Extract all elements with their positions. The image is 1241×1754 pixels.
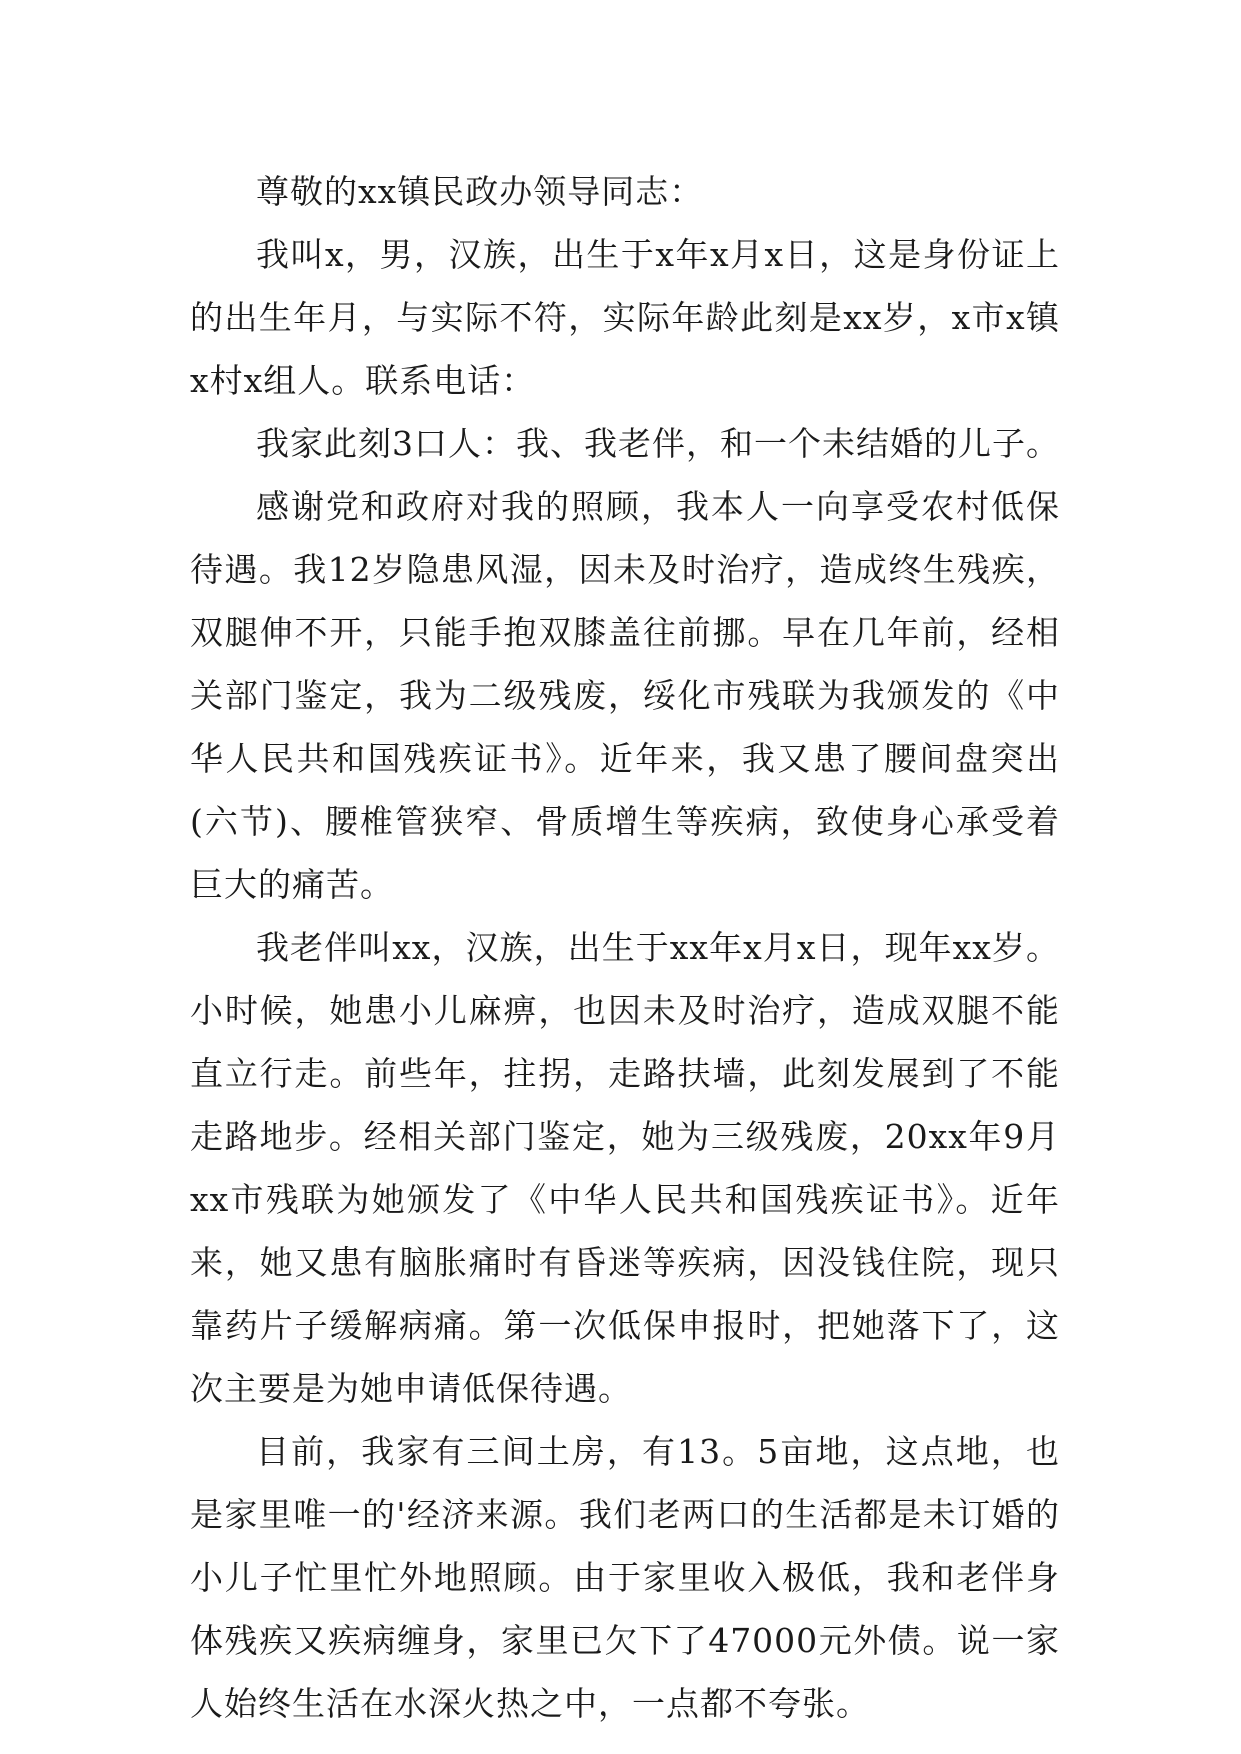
self-introduction-paragraph: 我叫x，男，汉族，出生于x年x月x日，这是身份证上的出生年月，与实际不符，实际年龄此刻是xx岁，x市x镇x村x组人。联系电话： [190,235,1060,400]
family-finances-paragraph: 目前，我家有三间土房，有13。5亩地，这点地，也是家里唯一的'经济来源。我们老两口的生活都是未订婚的小儿子忙里忙外地照顾。由于家里收入极低，我和老伴身体残疾又疾病缠身，家里已欠下了47000元外债。说一家人始终生活在水深火热之中，一点都不夸张。 [190,1432,1060,1723]
salutation-paragraph: 尊敬的xx镇民政办领导同志： [256,172,704,211]
applicant-condition-paragraph: 感谢党和政府对我的照顾，我本人一向享受农村低保待遇。我12岁隐患风湿，因未及时治疗，造成终生残疾，双腿伸不开，只能手抱双膝盖往前挪。早在几年前，经相关部门鉴定，我为二级残废，绥化市残联为我颁发的《中华人民共和国残疾证书》。近年来，我又患了腰间盘突出(六节)、腰椎管狭窄、骨质增生等疾病，致使身心承受着巨大的痛苦。 [190,487,1060,904]
household-paragraph: 我家此刻3口人：我、我老伴，和一个未结婚的儿子。 [256,424,1060,463]
spouse-condition-paragraph: 我老伴叫xx，汉族，出生于xx年x月x日，现年xx岁。小时候，她患小儿麻痹，也因未及时治疗，造成双腿不能直立行走。前些年，拄拐，走路扶墙，此刻发展到了不能走路地步。经相关部门鉴定，她为三级残废，20xx年9月xx市残联为她颁发了《中华人民共和国残疾证书》。近年来，她又患有脑胀痛时有昏迷等疾病，因没钱住院，现只靠药片子缓解病痛。第一次低保申报时，把她落下了，这次主要是为她申请低保待遇。 [190,928,1060,1408]
letter-body [190,160,1060,1735]
